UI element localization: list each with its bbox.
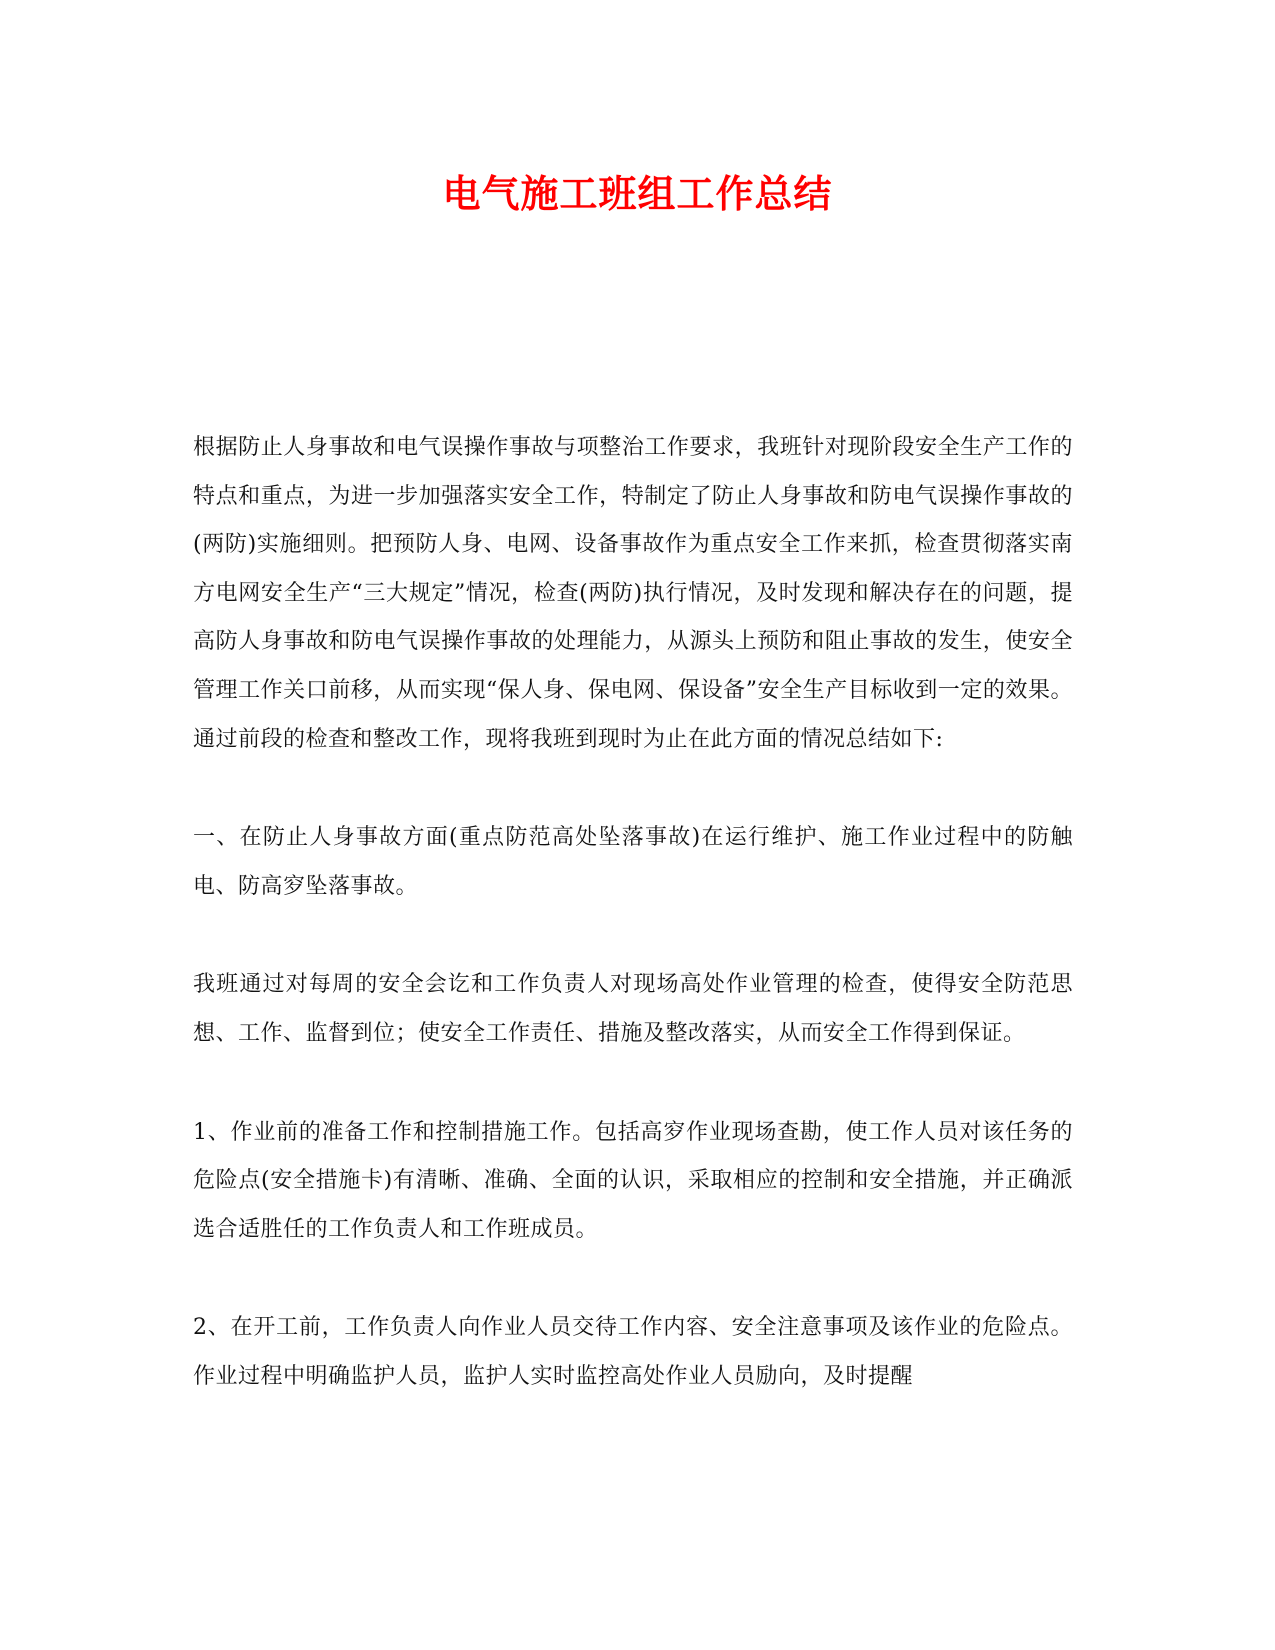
document-body bbox=[193, 424, 1073, 1452]
document-title: 电气施工班组工作总结 bbox=[442, 171, 833, 216]
paragraph-team-review: 我班通过对每周的安全会讫和工作负责人对现场高处作业管理的检查，使得安全防范思想、工作、监督到位；使安全工作责任、措施及整改落实，从而安全工作得到保证。 bbox=[193, 972, 1073, 1046]
paragraph-item-1: 1、作业前的准备工作和控制措施工作。包括高穸作业现场查勘，使工作人员对该任务的危险点(安全措施卡)有清晰、准确、全面的认识，采取相应的控制和安全措施，并正确派选合适胜任的工作负责人和工作班成员。 bbox=[193, 1119, 1073, 1242]
paragraph-intro: 根据防止人身事故和电气误操作事故与项整治工作要求，我班针对现阶段安全生产工作的特点和重点，为进一步加强落实安全工作，特制定了防止人身事故和防电气误操作事故的(两防)实施细则。把预防人身、电网、设备事故作为重点安全工作来抓，检查贯彻落实南方电网安全生产“三大规定”情况，检查(两防)执行情况，及时发现和解决存在的问题，提高防人身事故和防电气误操作事故的处理能力，从源头上预防和阻止事故的发生，使安全管理工作关口前移，从而实现“保人身、保电网、保设备”安全生产目标收到一定的效果。通过前段的检查和整改工作，现将我班到现时为止在此方面的情况总结如下: bbox=[193, 435, 1073, 752]
paragraph-item-2: 2、在开工前，工作负责人向作业人员交待工作内容、安全注意事项及该作业的危险点。作业过程中明确监护人员，监护人实时监控高处作业人员励向，及时提醒 bbox=[193, 1315, 1073, 1389]
paragraph-section-one: 一、在防止人身事故方面(重点防范高处坠落事故)在运行维护、施工作业过程中的防触电、防高穸坠落事故。 bbox=[193, 825, 1073, 899]
